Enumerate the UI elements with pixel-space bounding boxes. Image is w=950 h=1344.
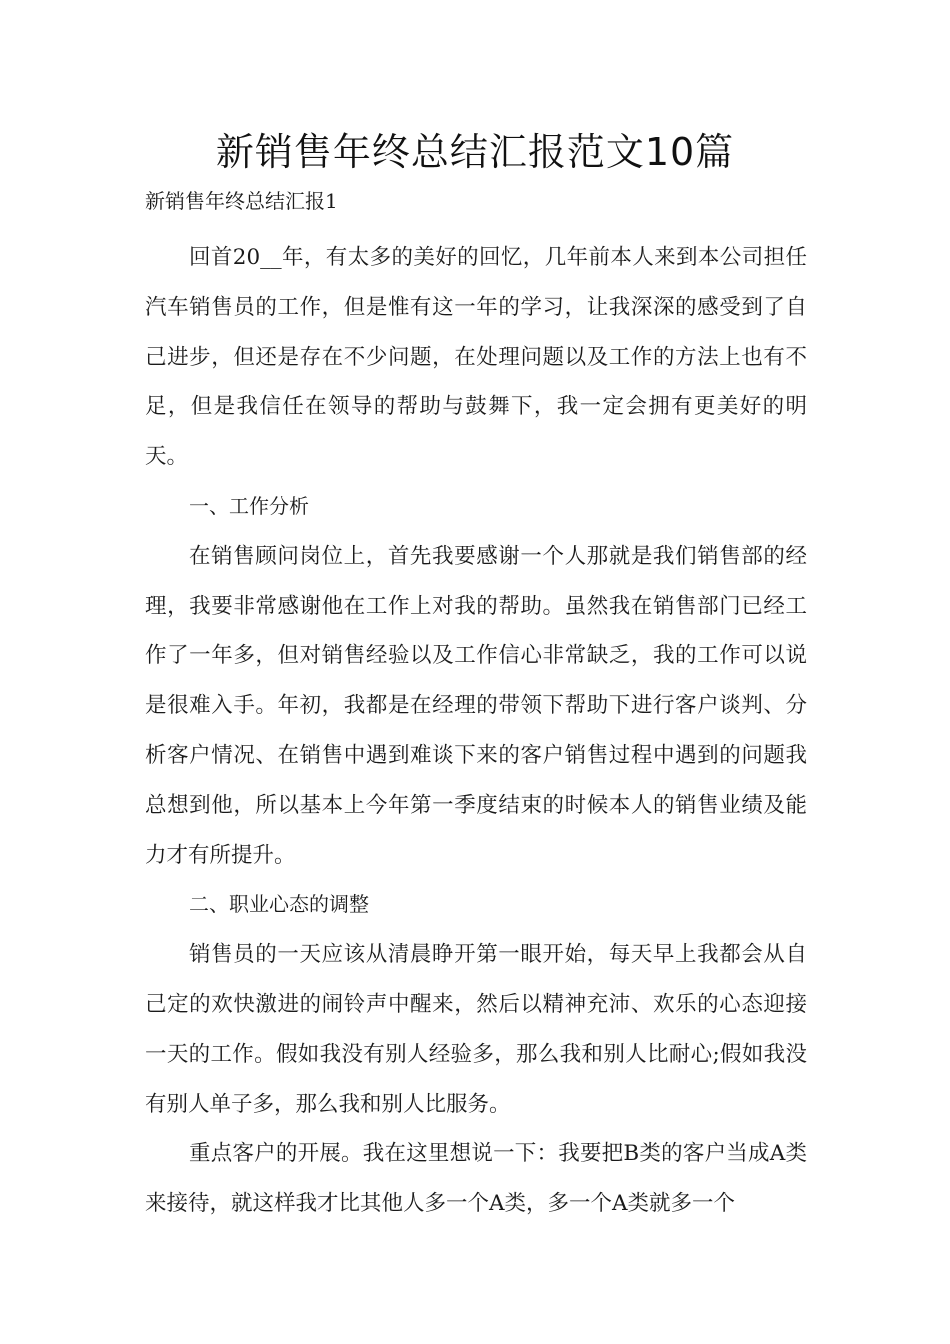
heading-mindset-adjustment: 二、职业心态的调整 xyxy=(189,892,369,917)
paragraph-work-analysis: 在销售顾问岗位上，首先我要感谢一个人那就是我们销售部的经理，我要非常感谢他在工作上对我的帮助。虽然我在销售部门已经工作了一年多，但对销售经验以及工作信心非常缺乏，我的工作可以说是很难入手。年初，我都是在经理的带领下帮助下进行客户谈判、分析客户情况、在销售中遇到难谈下来的客户销售过程中遇到的问题我总想到他，所以基本上今年第一季度结束的时候本人的销售业绩及能力才有所提升。 xyxy=(145,543,807,868)
document-title: 新销售年终总结汇报范文10篇 xyxy=(215,130,735,174)
paragraph-intro: 回首20__年，有太多的美好的回忆，几年前本人来到本公司担任汽车销售员的工作，但是惟有这一年的学习，让我深深的感受到了自己进步，但还是存在不少问题，在处理问题以及工作的方法上也有不足，但是我信任在领导的帮助与鼓舞下，我一定会拥有更美好的明天。 xyxy=(145,245,807,470)
paragraph-mindset: 销售员的一天应该从清晨睁开第一眼开始，每天早上我都会从自己定的欢快激进的闹铃声中醒来，然后以精神充沛、欢乐的心态迎接一天的工作。假如我没有别人经验多，那么我和别人比耐心;假如我没有别人单子多，那么我和别人比服务。 xyxy=(145,942,807,1117)
section-subtitle: 新销售年终总结汇报1 xyxy=(145,189,338,213)
paragraph-key-clients: 重点客户的开展。我在这里想说一下：我要把B类的客户当成A类来接待，就这样我才比其他人多一个A类，多一个A类就多一个 xyxy=(145,1141,807,1217)
heading-work-analysis: 一、工作分析 xyxy=(189,493,309,518)
document-body xyxy=(145,185,807,1229)
